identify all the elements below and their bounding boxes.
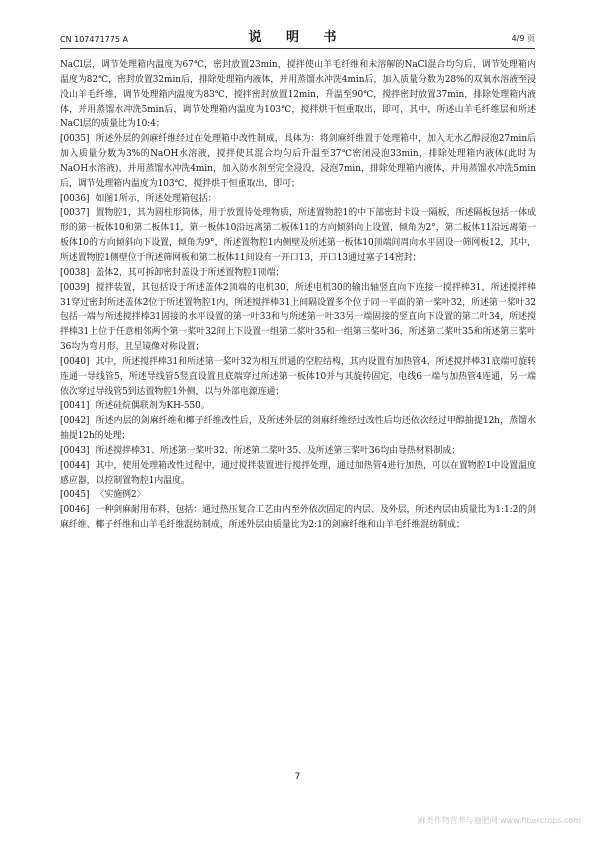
paragraph-text: 其中，使用处理箱改性过程中，通过搅拌装置进行搅拌处理，通过加热管4进行加热，可以在置物腔1中设置温度感应器，以控制置物腔1内温度。 [60, 460, 536, 486]
paragraph [60, 399, 536, 414]
paragraph [60, 132, 536, 191]
paragraph-number: [0038] [60, 267, 90, 278]
paragraph-text: 所述搅拌棒31、所述第一桨叶32、所述第二桨叶35、及所述第三桨叶36均由导热材料制成； [95, 445, 461, 456]
paragraph-number: [0035] [60, 134, 90, 145]
paragraph [60, 355, 536, 400]
paragraph-number: [0039] [60, 282, 90, 293]
paragraph-number: [0036] [60, 193, 90, 204]
page-indicator: 4/9 页 [511, 34, 535, 43]
page-number: 7 [294, 772, 301, 782]
paragraph-text: 置物腔1，其为圆柱形筒体，用于放置待处理物质，所述置物腔1的中下部密封卡设一隔板，所述隔板包括一体成形的第一板体10和第二板体11，第一板体10沿远离第二板体11的方向倾斜向上设置，倾角为2°，第二板体11沿远离第一板体10的方向倾斜向下设置，倾角为9°，所述置物腔1内侧壁及所述第一板体10顶端间周向水平固设一筛网板12，其中，所述置物腔1侧壁位于所述筛网板和第二板体11间设有一开口13，开口13通过塞子14密封； [60, 208, 536, 263]
paragraph-number: [0044] [60, 460, 90, 471]
paragraph [60, 281, 536, 355]
page-header [60, 20, 535, 49]
paragraph-text: NaCl层，调节处理箱内温度为67℃，密封放置23min，搅拌使山羊毛纤维和未溶解的NaCl混合均匀后，调节处理箱内温度为82℃，密封放置32min后，排除处理箱内液体，并用蒸馏水冲洗4min后，加入质量分数为28%的双氧水溶液至浸没山羊毛纤维，调节处理箱内温度为83℃，搅拌密封放置12min，升温至90℃，搅拌密封放置37min，排除处理箱内液体，并用蒸馏水冲洗5min后，调节处理箱内温度为103℃，搅拌烘干恒重取出，即可，其中，所述山羊毛纤维层和所述NaCl层的质量比为10:4； [60, 60, 536, 130]
paragraph-text: 其中，所述搅拌棒31和所述第一桨叶32为相互贯通的空腔结构，其内设置有加热管4，所述搅拌棒31底端可旋转连通一导线管5，所述导线管5竖直设置且底端穿过所述第一板体10并与其旋转固定，电线6一端与加热管4连通，另一端依次穿过导线管5到达置物腔1外侧，以与外部电源连通； [60, 356, 536, 397]
paragraph-text: 一种剑麻耐用布料，包括：通过热压复合工艺由内至外依次固定的内层、及外层，所述内层由质量比为1:1:2的剑麻纤维、椰子纤维和山羊毛纤维混纺制成，所述外层由质量比为2:1的剑麻纤维和山羊毛纤维混纺制成； [60, 505, 536, 531]
paragraph [60, 459, 536, 489]
paragraph-text: 所述硅烷偶联剂为KH-550。 [95, 401, 210, 412]
document-title: 说 明 书 [248, 30, 347, 45]
document-id: CN 107471775 A [60, 35, 128, 44]
paragraph-text: 〈实施例2〉 [95, 490, 146, 501]
paragraph [60, 414, 536, 444]
paragraph [60, 266, 536, 281]
paragraph-number: [0040] [60, 356, 90, 367]
paragraph-text: 如图1所示，所述处理箱包括： [95, 193, 217, 204]
paragraph [60, 192, 536, 207]
paragraph-text: 搅拌装置，其包括设于所述盖体2顶端的电机30，所述电机30的输出轴竖直向下连接一搅拌棒31，所述搅拌棒31穿过密封所述盖体2位于所述置物腔1内，所述搅拌棒31上间隔设置多个位于同一平面的第一桨叶32，所述第一桨叶32包括一端与所述搅拌棒31固接的水平设置的第一叶33和与所述第一叶33另一端固接的竖直向下设置的第二叶34，所述搅拌棒31上位于任意相邻两个第一桨叶32间上下设置一组第二桨叶35和一组第三桨叶36，所述第二桨叶35和所述第三桨叶36均为弯月形，且呈镜像对称设置； [60, 282, 536, 353]
paragraph-number: [0045] [60, 490, 90, 501]
paragraph-text: 所述外层的剑麻纤维经过在处理箱中改性制成，具体为：将剑麻纤维置于处理箱中，加入无水乙醇浸泡27min后加入质量分数为3%的NaOH水溶液，搅拌使其混合均匀后升温至37℃密闭浸泡33min，排除处理箱内液体(此时为NaOH水溶液)，并用蒸馏水冲洗4min，加入防水剂至完全浸没，浸泡7min，排除处理箱内液体，并用蒸馏水冲洗5min后，调节处理箱内温度为103℃，搅拌烘干恒重取出，即可； [60, 134, 536, 189]
paragraph-text: 所述内层的剑麻纤维和椰子纤维改性后，及所述外层的剑麻纤维经过改性后均还依次经过甲醇抽提12h，蒸馏水抽提12h的处理； [60, 416, 536, 442]
paragraph [60, 206, 536, 265]
document-body [60, 58, 536, 533]
watermark: 麻类作物营养与施肥网 www.fibercrops.com [417, 816, 581, 825]
paragraph [60, 488, 536, 503]
paragraph-number: [0042] [60, 416, 90, 427]
paragraph-number: [0041] [60, 401, 90, 412]
paragraph-number: [0043] [60, 445, 90, 456]
paragraph [60, 503, 536, 533]
paragraph-text: 盖体2，其可拆卸密封盖设于所述置物腔1顶端； [95, 267, 285, 278]
paragraph-number: [0046] [60, 505, 90, 516]
paragraph [60, 58, 536, 132]
paragraph [60, 444, 536, 459]
paragraph-number: [0037] [60, 208, 90, 219]
